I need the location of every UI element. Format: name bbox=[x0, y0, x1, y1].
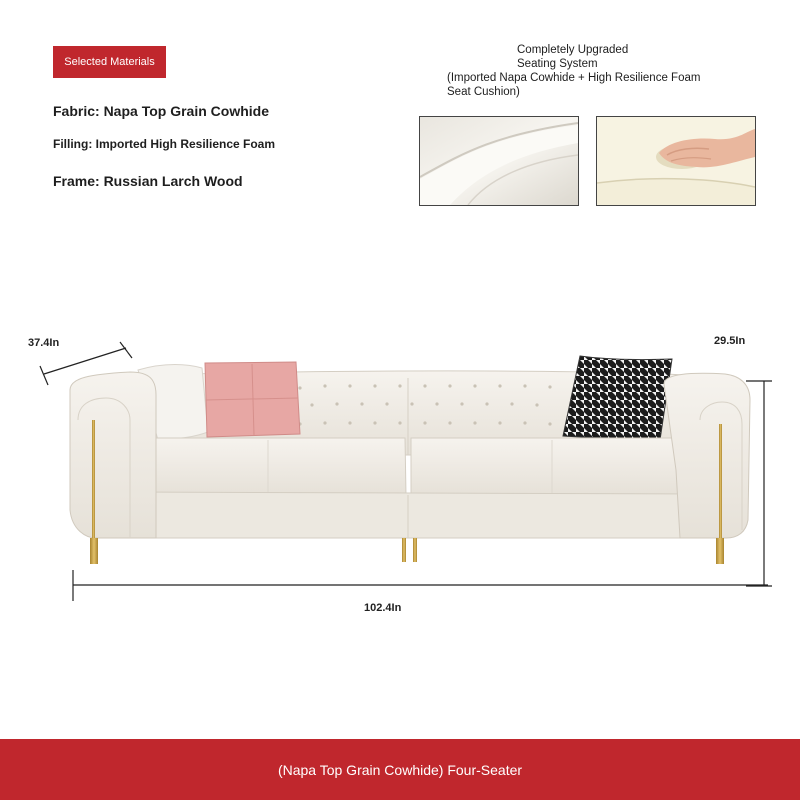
product-title-bar bbox=[0, 739, 800, 800]
leg-center-right bbox=[413, 538, 417, 562]
gold-accent-left bbox=[92, 420, 95, 550]
depth-dimension-label: 37.4In bbox=[28, 337, 60, 349]
seating-line-4: Seat Cushion) bbox=[447, 86, 520, 98]
sofa-base bbox=[100, 492, 700, 538]
left-armrest bbox=[70, 372, 156, 538]
width-dimension-label: 102.4In bbox=[364, 602, 402, 614]
product-title: (Napa Top Grain Cowhide) Four-Seater bbox=[277, 761, 523, 778]
width-dimension-line bbox=[73, 570, 768, 601]
leg-center-left bbox=[402, 538, 406, 562]
foam-swatch-image bbox=[596, 116, 756, 206]
seating-line-2: Seating System bbox=[517, 58, 598, 70]
sofa-illustration bbox=[0, 300, 800, 620]
filling-spec: Filling: Imported High Resilience Foam bbox=[53, 137, 276, 151]
frame-spec: Frame: Russian Larch Wood bbox=[53, 173, 243, 189]
seating-system-title bbox=[447, 43, 700, 99]
height-dimension-label: 29.5In bbox=[714, 335, 746, 347]
leather-swatch-image bbox=[419, 116, 579, 206]
leg-right bbox=[716, 538, 724, 564]
houndstooth-pillow bbox=[563, 356, 672, 440]
seat-cushion-left bbox=[126, 438, 406, 495]
selected-materials-badge: Selected Materials bbox=[53, 46, 166, 78]
seating-line-3: (Imported Napa Cowhide + High Resilience Foam bbox=[447, 72, 701, 84]
seating-line-1: Completely Upgraded bbox=[517, 44, 629, 56]
gold-accent-right bbox=[719, 424, 722, 550]
seat-cushion-right bbox=[411, 438, 695, 495]
fabric-spec: Fabric: Napa Top Grain Cowhide bbox=[53, 103, 269, 119]
leg-left bbox=[90, 538, 98, 564]
